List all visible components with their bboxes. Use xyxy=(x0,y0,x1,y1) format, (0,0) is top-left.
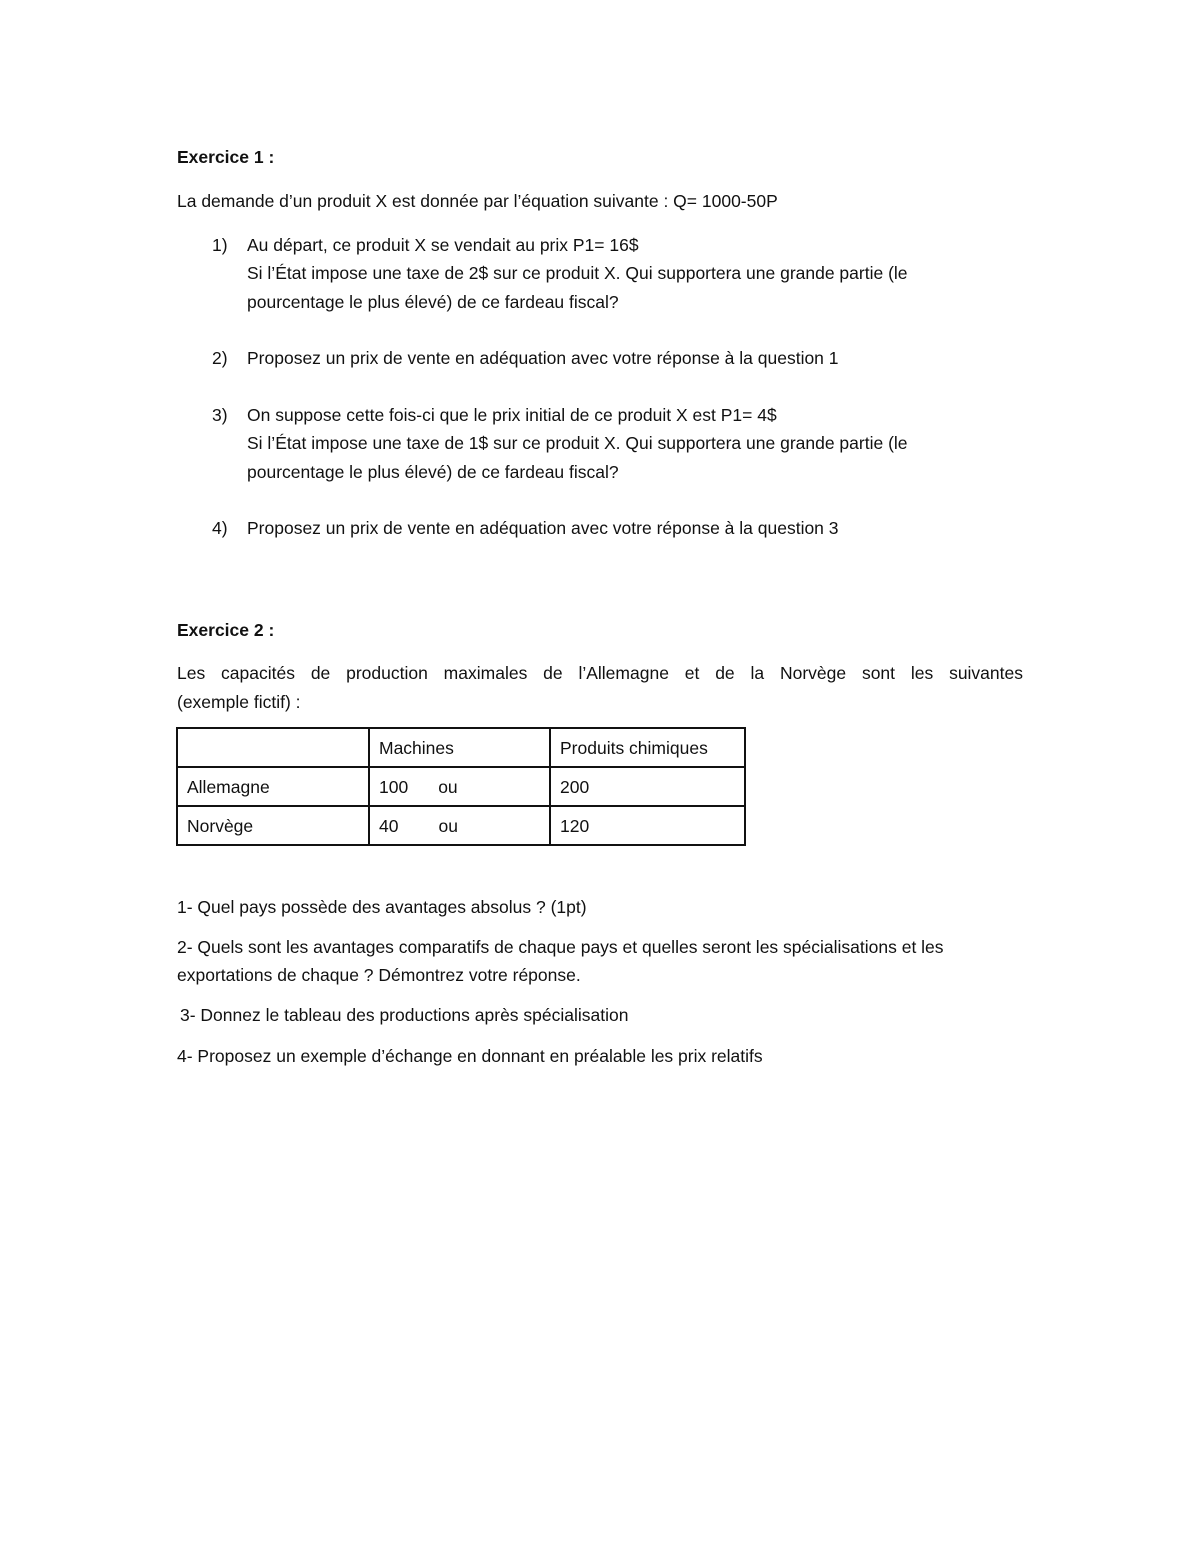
question-line: Proposez un prix de vente en adéquation avec votre réponse à la question 1 xyxy=(247,348,839,368)
table-row xyxy=(177,767,745,806)
machines-value: 100 xyxy=(379,776,409,797)
header-cell-empty xyxy=(177,728,369,767)
machines-cell xyxy=(369,806,550,845)
chimiques-cell: 200 xyxy=(550,767,745,806)
table-header-row xyxy=(177,728,745,767)
question-number: 4) xyxy=(212,518,228,538)
exercice-2-question-1: 1- Quel pays possède des avantages absolus ? (1pt) xyxy=(177,897,587,917)
exercice-1-intro: La demande d’un produit X est donnée par l’équation suivante : Q= 1000-50P xyxy=(177,191,778,211)
exercice-1-title: Exercice 1 : xyxy=(177,147,275,167)
chimiques-cell: 120 xyxy=(550,806,745,845)
exercice-2-question-2-line-2: exportations de chaque ? Démontrez votre réponse. xyxy=(177,965,581,985)
ou-separator: ou xyxy=(438,815,458,836)
question-line: Au départ, ce produit X se vendait au prix P1= 16$ xyxy=(247,235,639,255)
machines-value: 40 xyxy=(379,815,399,836)
ou-separator: ou xyxy=(438,776,458,797)
exercice-2-question-3: 3- Donnez le tableau des productions après spécialisation xyxy=(180,1005,629,1025)
country-cell: Allemagne xyxy=(177,767,369,806)
question-line: Si l’État impose une taxe de 2$ sur ce produit X. Qui supportera une grande partie (le xyxy=(247,263,908,283)
country-cell: Norvège xyxy=(177,806,369,845)
table-row xyxy=(177,806,745,845)
exercice-2-title: Exercice 2 : xyxy=(177,620,275,640)
question-line: pourcentage le plus élevé) de ce fardeau fiscal? xyxy=(247,462,619,482)
machines-cell xyxy=(369,767,550,806)
question-number: 2) xyxy=(212,348,228,368)
question-number: 3) xyxy=(212,405,228,425)
question-line: Proposez un prix de vente en adéquation avec votre réponse à la question 3 xyxy=(247,518,839,538)
production-capacity-table xyxy=(176,727,746,846)
header-cell-produits-chimiques: Produits chimiques xyxy=(550,728,745,767)
exercice-2-question-2-line-1: 2- Quels sont les avantages comparatifs de chaque pays et quelles seront les spécialisations et les xyxy=(177,937,944,957)
question-line: On suppose cette fois-ci que le prix initial de ce produit X est P1= 4$ xyxy=(247,405,777,425)
question-number: 1) xyxy=(212,235,228,255)
header-cell-machines: Machines xyxy=(369,728,550,767)
exercice-2-intro-line-2: (exemple fictif) : xyxy=(177,692,301,712)
exercice-2-question-4: 4- Proposez un exemple d’échange en donnant en préalable les prix relatifs xyxy=(177,1046,763,1066)
question-line: Si l’État impose une taxe de 1$ sur ce produit X. Qui supportera une grande partie (le xyxy=(247,433,908,453)
question-line: pourcentage le plus élevé) de ce fardeau fiscal? xyxy=(247,292,619,312)
exercice-2-intro-line-1: Les capacités de production maximales de l’Allemagne et de la Norvège sont les suivantes xyxy=(177,663,1023,683)
